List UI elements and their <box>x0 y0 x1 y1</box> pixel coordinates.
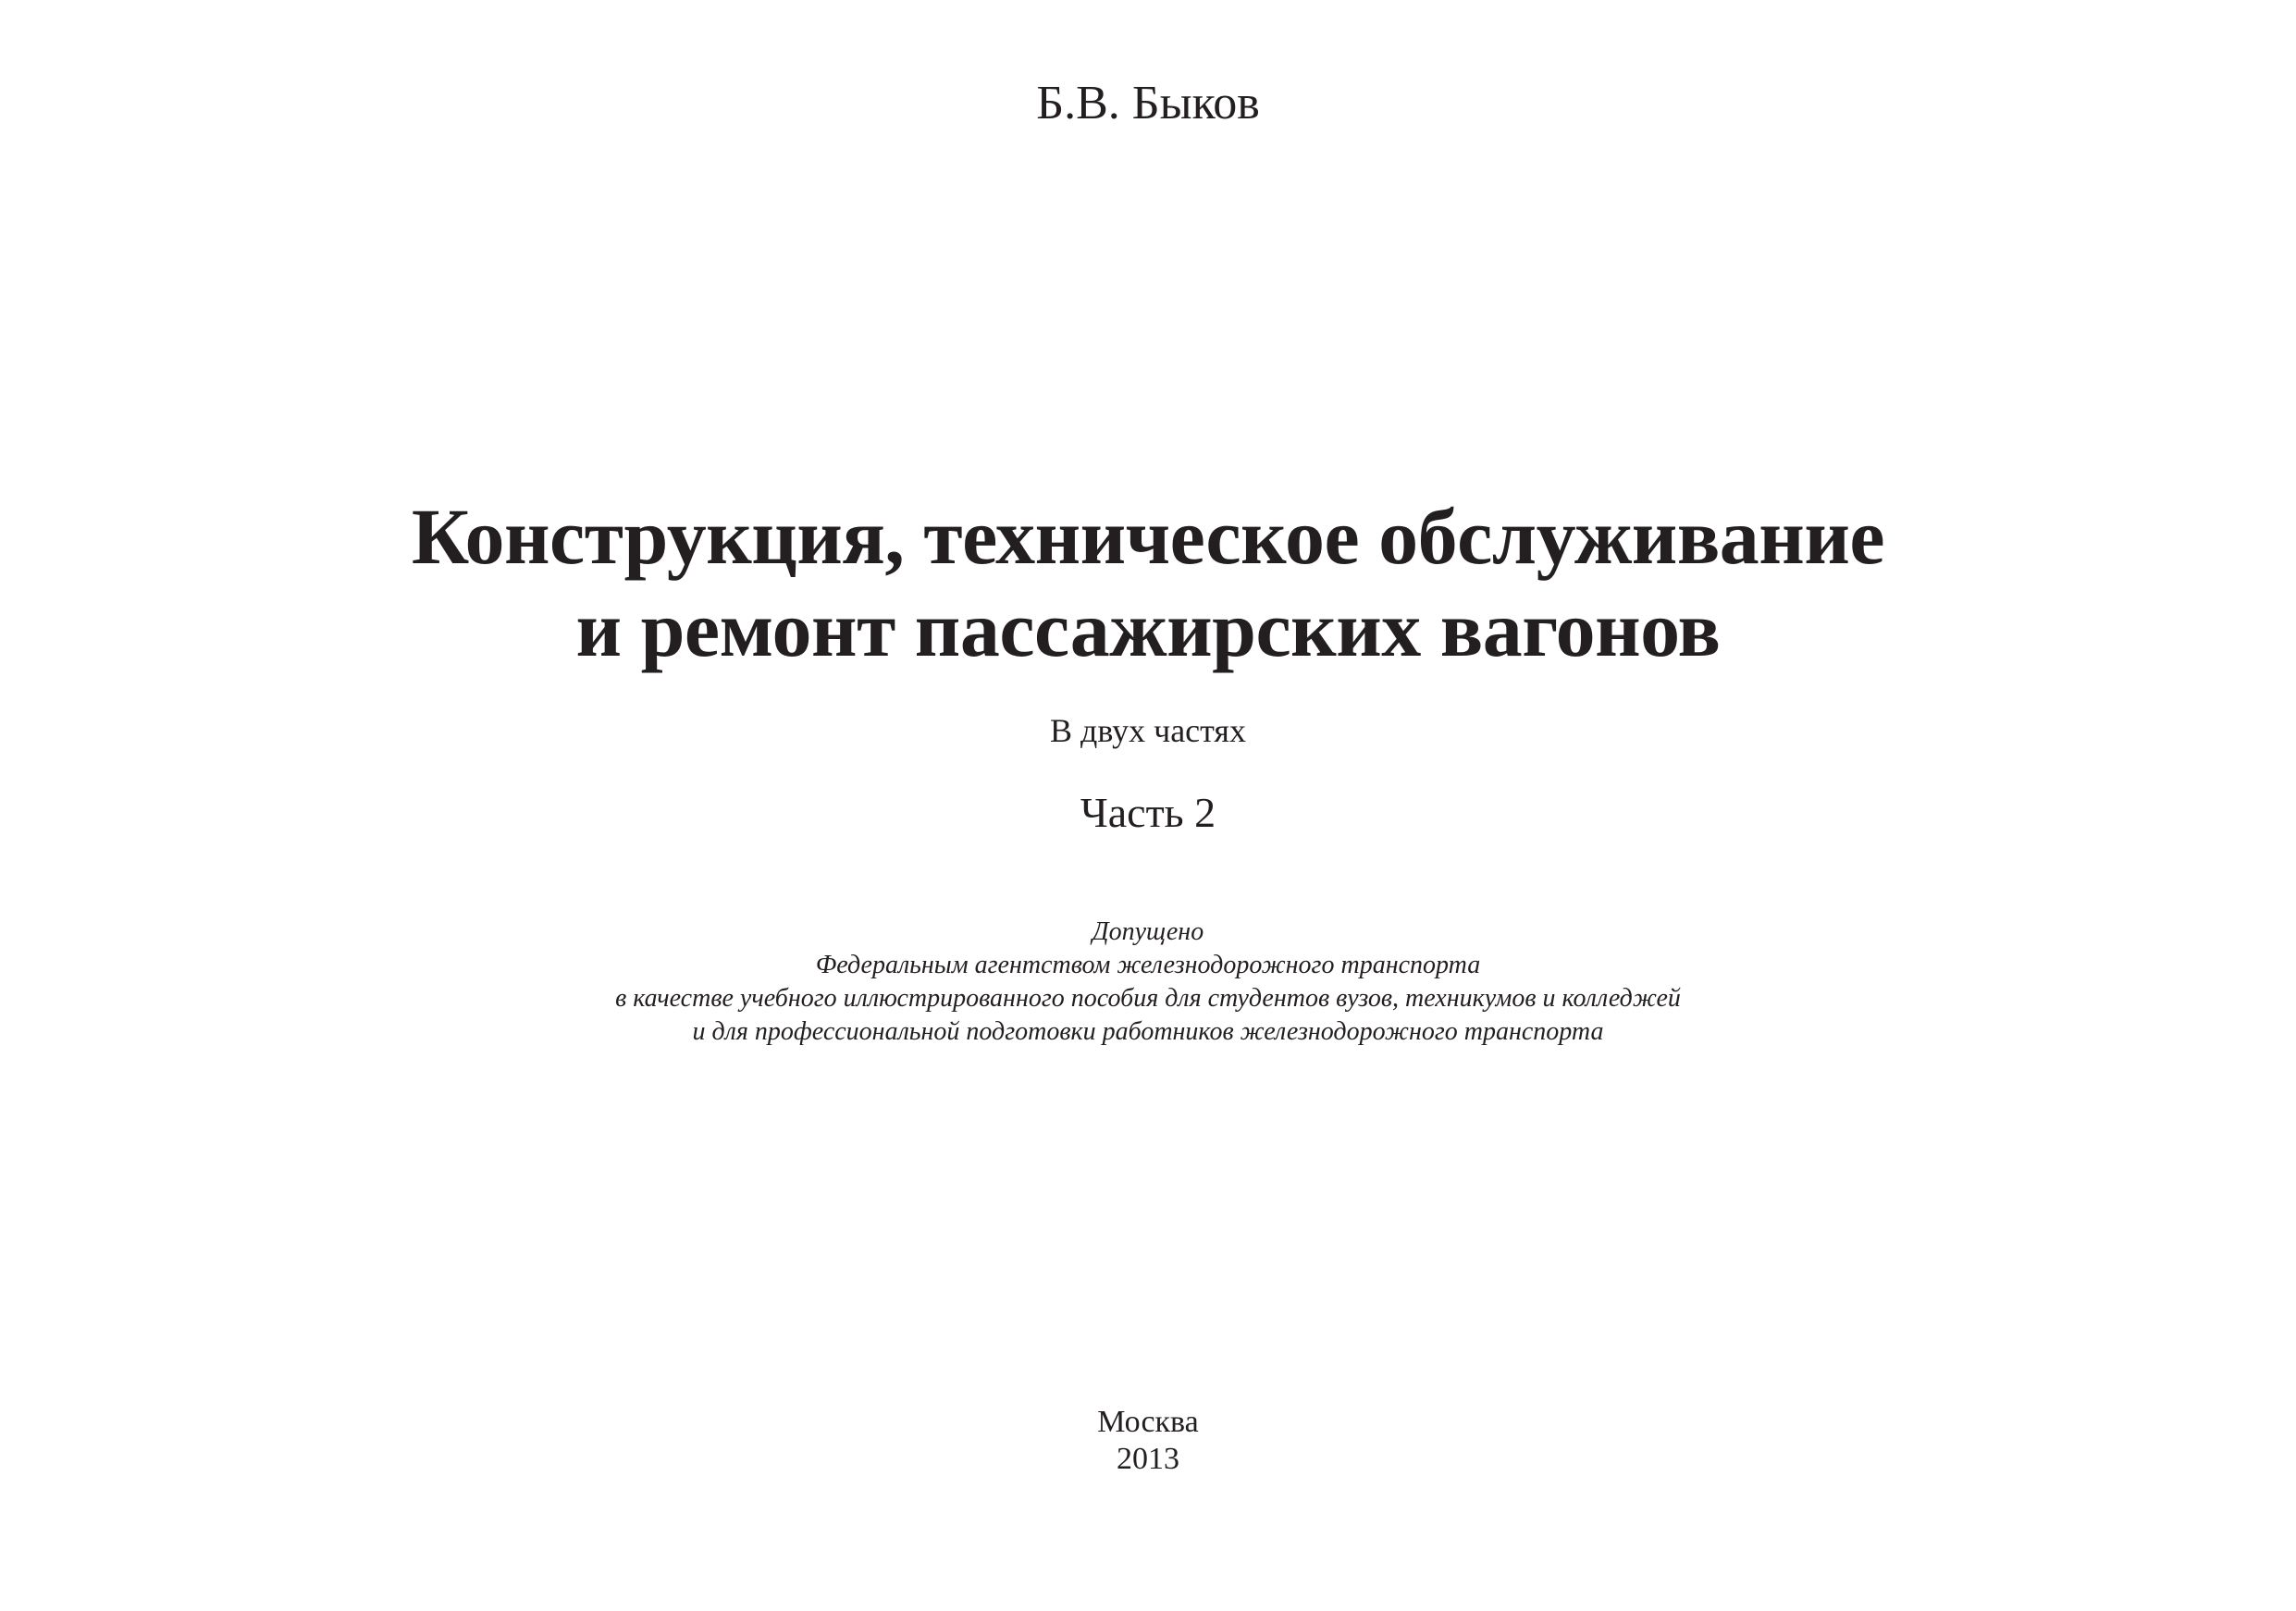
book-title-line-1: Конструкция, техническое обслуживание <box>411 492 1885 581</box>
book-title <box>0 490 2296 675</box>
approval-line-2: Федеральным агентством железнодорожного транспорта <box>815 951 1481 979</box>
imprint-year: 2013 <box>1117 1442 1179 1476</box>
approval-line-3: в качестве учебного иллюстрированного пособия для студентов вузов, техникумов и колледжей <box>615 984 1681 1013</box>
imprint-city: Москва <box>1097 1405 1199 1439</box>
part-number: Часть 2 <box>1080 789 1216 836</box>
approval-statement <box>0 916 2296 1049</box>
author-name: Б.В. Быков <box>1036 77 1260 129</box>
parts-note: В двух частях <box>1050 712 1246 749</box>
imprint <box>0 1404 2296 1478</box>
book-title-line-2: и ремонт пассажирских вагонов <box>575 584 1721 673</box>
approval-line-1: Допущено <box>1092 917 1204 946</box>
approval-line-4: и для профессиональной подготовки работников железнодорожного транспорта <box>692 1017 1604 1046</box>
